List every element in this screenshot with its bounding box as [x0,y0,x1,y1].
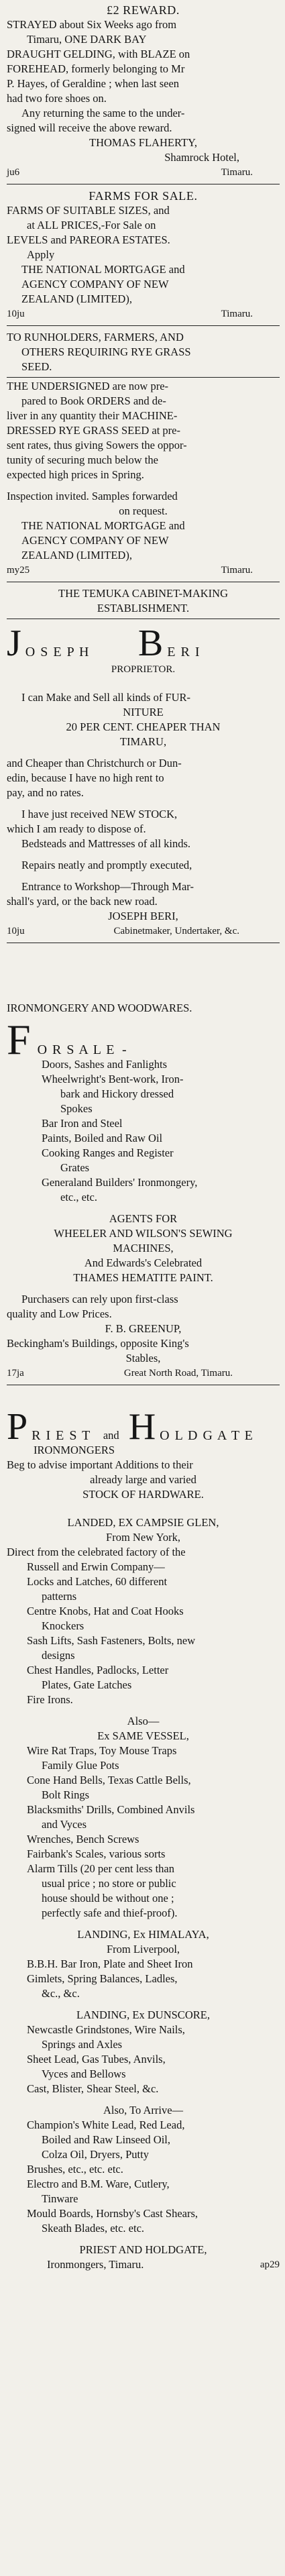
temuka-name: J O S E P H B E R I [7,623,201,664]
priest-item: Tinware [42,2192,78,2205]
rye-heading: TO RUNHOLDERS, FARMERS, AND [7,331,184,343]
sale-item: Cooking Ranges and Register [42,1146,174,1159]
priest-item: and Vyces [42,1818,87,1831]
temuka-line: shall's yard, or the back new road. [7,895,158,908]
farms-company: THE NATIONAL MORTGAGE and [21,263,185,276]
divider [7,377,280,378]
priest-item: Chest Handles, Padlocks, Letter [27,1664,169,1676]
priest-item: Mould Boards, Hornsby's Cast Shears, [27,2207,198,2220]
priest-item: Blacksmiths' Drills, Combined Anvils [27,1803,195,1816]
reward-line: FOREHEAD, formerly belonging to Mr [7,62,185,75]
priest-item: Sash Lifts, Sash Fasteners, Bolts, new [27,1634,196,1647]
priest-item: usual price ; no store or public [42,1877,176,1890]
dropcap-f: F [7,1016,31,1063]
priest-item: Skeath Blades, etc. etc. [42,2222,145,2235]
sale-item: bark and Hickory dressed [60,1087,174,1100]
temuka-line: which I am ready to dispose of. [7,822,146,835]
ironmongery-line: Purchasers can rely upon first-class [21,1293,178,1305]
priest-item: Springs and Axles [42,2038,123,2051]
farms-line: at ALL PRICES,-For Sale on [27,219,156,231]
temuka-line: TIMARU, [119,735,167,748]
reward-title: £2 REWARD. [107,3,180,17]
priest-item: Fairbank's Scales, various sorts [27,1847,166,1860]
priest-line: STOCK OF HARDWARE. [82,1488,204,1501]
priest-item: Bolt Rings [42,1788,90,1801]
rye-line: sent rates, thus giving Sowers the oppor- [7,439,187,451]
temuka-proprietor: PROPRIETOR. [111,664,176,675]
dropcap-b: B [137,623,164,664]
priest-holdgate-ad [7,1406,280,2272]
agents-line: THAMES HEMATITE PAINT. [73,1271,213,1284]
priest-landed: LANDING, Ex DUNSCORE, [76,2008,210,2021]
farms-apply: Apply [27,248,55,261]
temuka-title: THE TEMUKA CABINET-MAKING [58,587,228,600]
priest-item: Gimlets, Spring Balances, Ladles, [27,1972,178,1985]
priest-item: Wire Rat Traps, Toy Mouse Traps [27,1744,177,1757]
rye-code: my25 [7,565,30,576]
dropcap-h: H [128,1406,156,1448]
ironmongery-road: Great North Road, Timaru. [123,1368,233,1379]
rye-line: on request. [119,504,168,517]
temuka-ad [7,586,280,938]
priest-item: Knockers [42,1619,84,1632]
agents-line: AGENTS FOR [109,1212,178,1225]
temuka-code: 10ju [7,926,25,936]
reward-line: signed will receive the above reward. [7,121,172,134]
priest-item: house should be without one ; [42,1892,174,1904]
priest-item: Family Glue Pots [42,1759,119,1772]
rye-line: expected high prices in Spring. [7,468,144,481]
priest-line: Direct from the celebrated factory of the [7,1546,186,1558]
ironmongery-title: IRONMONGERY AND WOODWARES. [7,1002,192,1014]
priest-item: Cone Hand Bells, Texas Cattle Bells, [27,1774,191,1786]
temuka-line: I can Make and Sell all kinds of FUR- [21,691,191,704]
agents-line: WHEELER AND WILSON'S SEWING [54,1227,233,1240]
temuka-line: 20 PER CENT. CHEAPER THAN [66,720,221,733]
farms-line: FARMS OF SUITABLE SIZES, and [7,204,170,217]
farms-company: AGENCY COMPANY OF NEW [21,278,169,290]
priest-landed: LANDING, Ex HIMALAYA, [77,1928,209,1941]
priest-item: &c., &c. [42,1987,80,2000]
priest-holdgate-heading: P R I E S T and H O L D G A T E [7,1406,254,1448]
reward-line: DRAUGHT GELDING, with BLAZE on [7,48,190,60]
rye-town: Timaru. [221,565,253,576]
dropcap-j: J [7,623,21,664]
for-sale-heading: F O R S A L E - [7,1016,128,1063]
priest-item: Locks and Latches, 60 different [27,1575,168,1588]
ironmongery-code: 17ja [7,1368,24,1379]
priest-line: Russell and Erwin Company— [27,1560,165,1573]
reward-code: ju6 [7,167,20,178]
priest-item: Wrenches, Bench Screws [27,1833,139,1845]
sale-item: Doors, Sashes and Fanlights [42,1058,167,1071]
sale-item: Grates [60,1161,90,1174]
temuka-trade: Cabinetmaker, Undertaker, &c. [113,926,239,936]
sale-item: Bar Iron and Steel [42,1117,123,1130]
rye-grass-ad [7,330,280,578]
reward-signature: THOMAS FLAHERTY, [89,136,197,149]
temuka-title: ESTABLISHMENT. [97,602,190,614]
priest-item: Fire Irons. [27,1693,73,1706]
priest-line: Also, To Arrive— [103,2104,184,2116]
reward-town: Timaru. [221,167,253,178]
sale-item: Spokes [60,1102,93,1115]
priest-item: Sheet Lead, Gas Tubes, Anvils, [27,2053,166,2065]
priest-item: Brushes, etc., etc. etc. [27,2163,123,2176]
priest-signature-sub: Ironmongers, Timaru. [47,2258,144,2271]
rye-company: AGENCY COMPANY OF NEW [21,534,169,547]
priest-item: Vyces and Bellows [42,2068,126,2080]
rye-line: tunity of securing much below the [7,453,158,466]
priest-item: Alarm Tills (20 per cent less than [27,1862,174,1875]
priest-item: Centre Knobs, Hat and Coat Hooks [27,1605,184,1617]
priest-item: Plates, Gate Latches [42,1678,132,1691]
priest-line: From Liverpool, [106,1943,180,1955]
reward-line: STRAYED about Six Weeks ago from [7,18,177,31]
priest-landed: LANDED, EX CAMPSIE GLEN, [67,1516,219,1529]
temuka-line: Entrance to Workshop—Through Mar- [21,880,194,893]
rye-heading: SEED. [21,360,52,373]
priest-line: already large and varied [90,1473,196,1486]
priest-landed: Ex SAME VESSEL, [97,1729,189,1742]
priest-item: B.B.H. Bar Iron, Plate and Sheet Iron [27,1957,193,1970]
priest-item: designs [42,1649,75,1662]
sale-item: etc., etc. [60,1191,97,1203]
reward-hotel: Shamrock Hotel, [164,151,239,164]
temuka-line: edin, because I have no high rent to [7,771,164,784]
temuka-line: pay, and no rates. [7,786,84,799]
rye-line: pared to Book ORDERS and de- [21,394,166,407]
farms-company: ZEALAND (LIMITED), [21,292,132,305]
ironmongery-ad [7,1001,280,1381]
priest-item: patterns [42,1590,77,1603]
rye-company: ZEALAND (LIMITED), [21,549,132,561]
priest-code: ap29 [260,2259,280,2270]
priest-item: Electro and B.M. Ware, Cutlery, [27,2178,170,2190]
temuka-line: Bedsteads and Mattresses of all kinds. [21,837,191,850]
priest-line: Also— [127,1715,160,1727]
divider [7,325,280,326]
sale-item: Wheelwright's Bent-work, Iron- [42,1073,184,1085]
temuka-line: NITURE [123,706,164,718]
agents-line: MACHINES, [113,1242,174,1254]
sale-item: Generaland Builders' Ironmongery, [42,1176,198,1189]
priest-line: Beg to advise important Additions to their [7,1458,193,1471]
temuka-line: and Cheaper than Christchurch or Dun- [7,757,182,769]
temuka-line: Repairs neatly and promptly executed, [21,859,192,871]
temuka-line: I have just received NEW STOCK, [21,808,178,820]
rye-line: DRESSED RYE GRASS SEED at pre- [7,424,180,437]
priest-item: Champion's White Lead, Red Lead, [27,2118,185,2131]
priest-line: From New York, [106,1531,180,1544]
reward-line: P. Hayes, of Geraldine ; when last seen [7,77,180,90]
dropcap-p: P [7,1406,28,1448]
rye-company: THE NATIONAL MORTGAGE and [21,519,185,532]
reward-ad [7,3,280,180]
sale-item: Paints, Boiled and Raw Oil [42,1132,163,1144]
reward-line: had two fore shoes on. [7,92,107,105]
temuka-signature: JOSEPH BERI, [108,910,178,922]
agents-line: And Edwards's Celebrated [84,1256,203,1269]
ironmongery-owner: F. B. GREENUP, [105,1322,182,1335]
rye-line: liver in any quantity their MACHINE- [7,409,178,422]
ironmongery-line: quality and Low Prices. [7,1307,112,1320]
farms-title: FARMS FOR SALE. [89,189,198,203]
reward-line: Any returning the same to the under- [21,107,185,119]
ironmongery-address: Beckingham's Buildings, opposite King's [7,1337,189,1350]
priest-item: Boiled and Raw Linseed Oil, [42,2133,171,2146]
farms-ad [7,189,280,321]
rye-heading: OTHERS REQUIRING RYE GRASS [21,345,191,358]
priest-item: perfectly safe and thief-proof). [42,1907,178,1919]
priest-item: Newcastle Grindstones, Wire Nails, [27,2023,185,2036]
farms-code: 10ju [7,309,25,319]
priest-subtitle: IRONMONGERS [34,1444,115,1456]
ironmongery-address: Stables, [125,1352,161,1364]
priest-item: Colza Oil, Dryers, Putty [42,2148,149,2161]
farms-town: Timaru. [221,309,253,319]
priest-signature: PRIEST AND HOLDGATE, [79,2243,207,2256]
farms-line: LEVELS and PAREORA ESTATES. [7,233,170,246]
priest-item: Cast, Blister, Shear Steel, &c. [27,2082,159,2095]
rye-line: THE UNDERSIGNED are now pre- [7,380,169,392]
rye-line: Inspection invited. Samples forwarded [7,490,178,502]
reward-line: Timaru, ONE DARK BAY [27,33,147,46]
